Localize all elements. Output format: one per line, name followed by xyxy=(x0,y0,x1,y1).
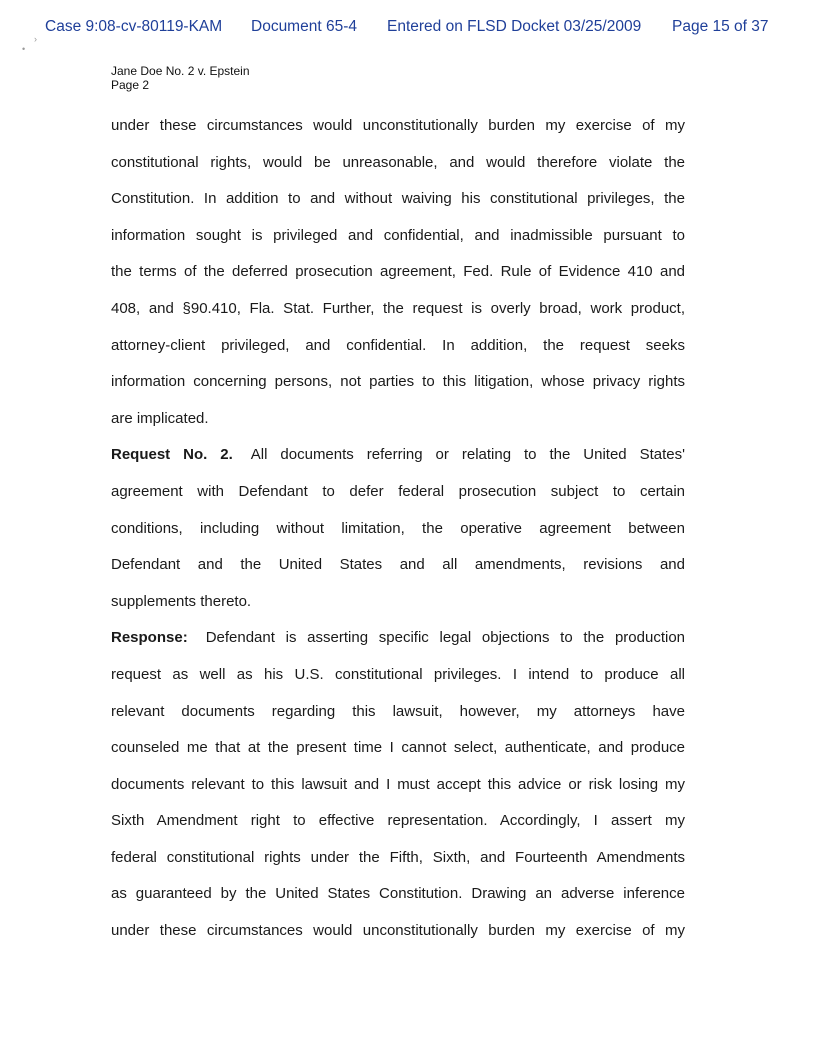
body-line: conditions, including without limitation, the operative agreement between xyxy=(111,519,685,537)
document-number: Document 65-4 xyxy=(251,18,357,35)
body-line: counseled me that at the present time I cannot select, authenticate, and produce xyxy=(111,739,685,757)
body-line: information concerning persons, not parties to this litigation, whose privacy rights xyxy=(111,373,685,391)
body-line: Sixth Amendment right to effective representation. Accordingly, I assert my xyxy=(111,812,685,830)
body-line: request as well as his U.S. constitutional privileges. I intend to produce all xyxy=(111,665,685,683)
body-line: All documents referring or relating to the United States' xyxy=(250,446,686,464)
running-head-page: Page 2 xyxy=(111,78,150,92)
body-line: 408, and §90.410, Fla. Stat. Further, the request is overly broad, work product, xyxy=(111,299,685,317)
body-line: the terms of the deferred prosecution agreement, Fed. Rule of Evidence 410 and xyxy=(111,263,685,281)
body-line: information sought is privileged and confidential, and inadmissible pursuant to xyxy=(111,226,685,244)
body-line: Defendant is asserting specific legal objections to the production xyxy=(205,629,685,647)
response-heading-line xyxy=(111,620,685,657)
page-number: Page 15 of 37 xyxy=(672,18,769,35)
body-line: attorney-client privileged, and confidential. In addition, the request seeks xyxy=(111,336,685,354)
docket-header xyxy=(45,18,816,40)
response-label: Response: xyxy=(111,629,188,647)
body-line: as guaranteed by the United States Constitution. Drawing an adverse inference xyxy=(111,885,685,903)
body-line: under these circumstances would unconstitutionally burden my exercise of my xyxy=(111,922,685,940)
body-line: under these circumstances would unconstitutionally burden my exercise of my xyxy=(111,117,685,134)
scan-mark: › xyxy=(34,34,37,44)
case-number: Case 9:08-cv-80119-KAM xyxy=(45,18,223,35)
body-line: relevant documents regarding this lawsuit, however, my attorneys have xyxy=(111,702,685,720)
docket-entry-date: Entered on FLSD Docket 03/25/2009 xyxy=(387,18,642,35)
running-head xyxy=(111,64,250,92)
scan-mark: • xyxy=(22,44,26,54)
document-body xyxy=(111,108,685,950)
body-line: agreement with Defendant to defer federal prosecution subject to certain xyxy=(111,482,685,500)
body-line: Defendant and the United States and all amendments, revisions and xyxy=(111,556,685,574)
running-head-title: Jane Doe No. 2 v. Epstein xyxy=(111,64,250,78)
request-label: Request No. 2. xyxy=(111,446,233,464)
body-line: supplements thereto. xyxy=(111,592,252,610)
request-heading-line xyxy=(111,437,685,474)
body-line: constitutional rights, would be unreasonable, and would therefore violate the xyxy=(111,153,685,171)
body-line: federal constitutional rights under the Fifth, Sixth, and Fourteenth Amendments xyxy=(111,848,685,866)
body-line: Constitution. In addition to and without waiving his constitutional privileges, the xyxy=(111,190,685,208)
body-line: documents relevant to this lawsuit and I must accept this advice or risk losing my xyxy=(111,775,685,793)
body-line: are implicated. xyxy=(111,409,209,427)
